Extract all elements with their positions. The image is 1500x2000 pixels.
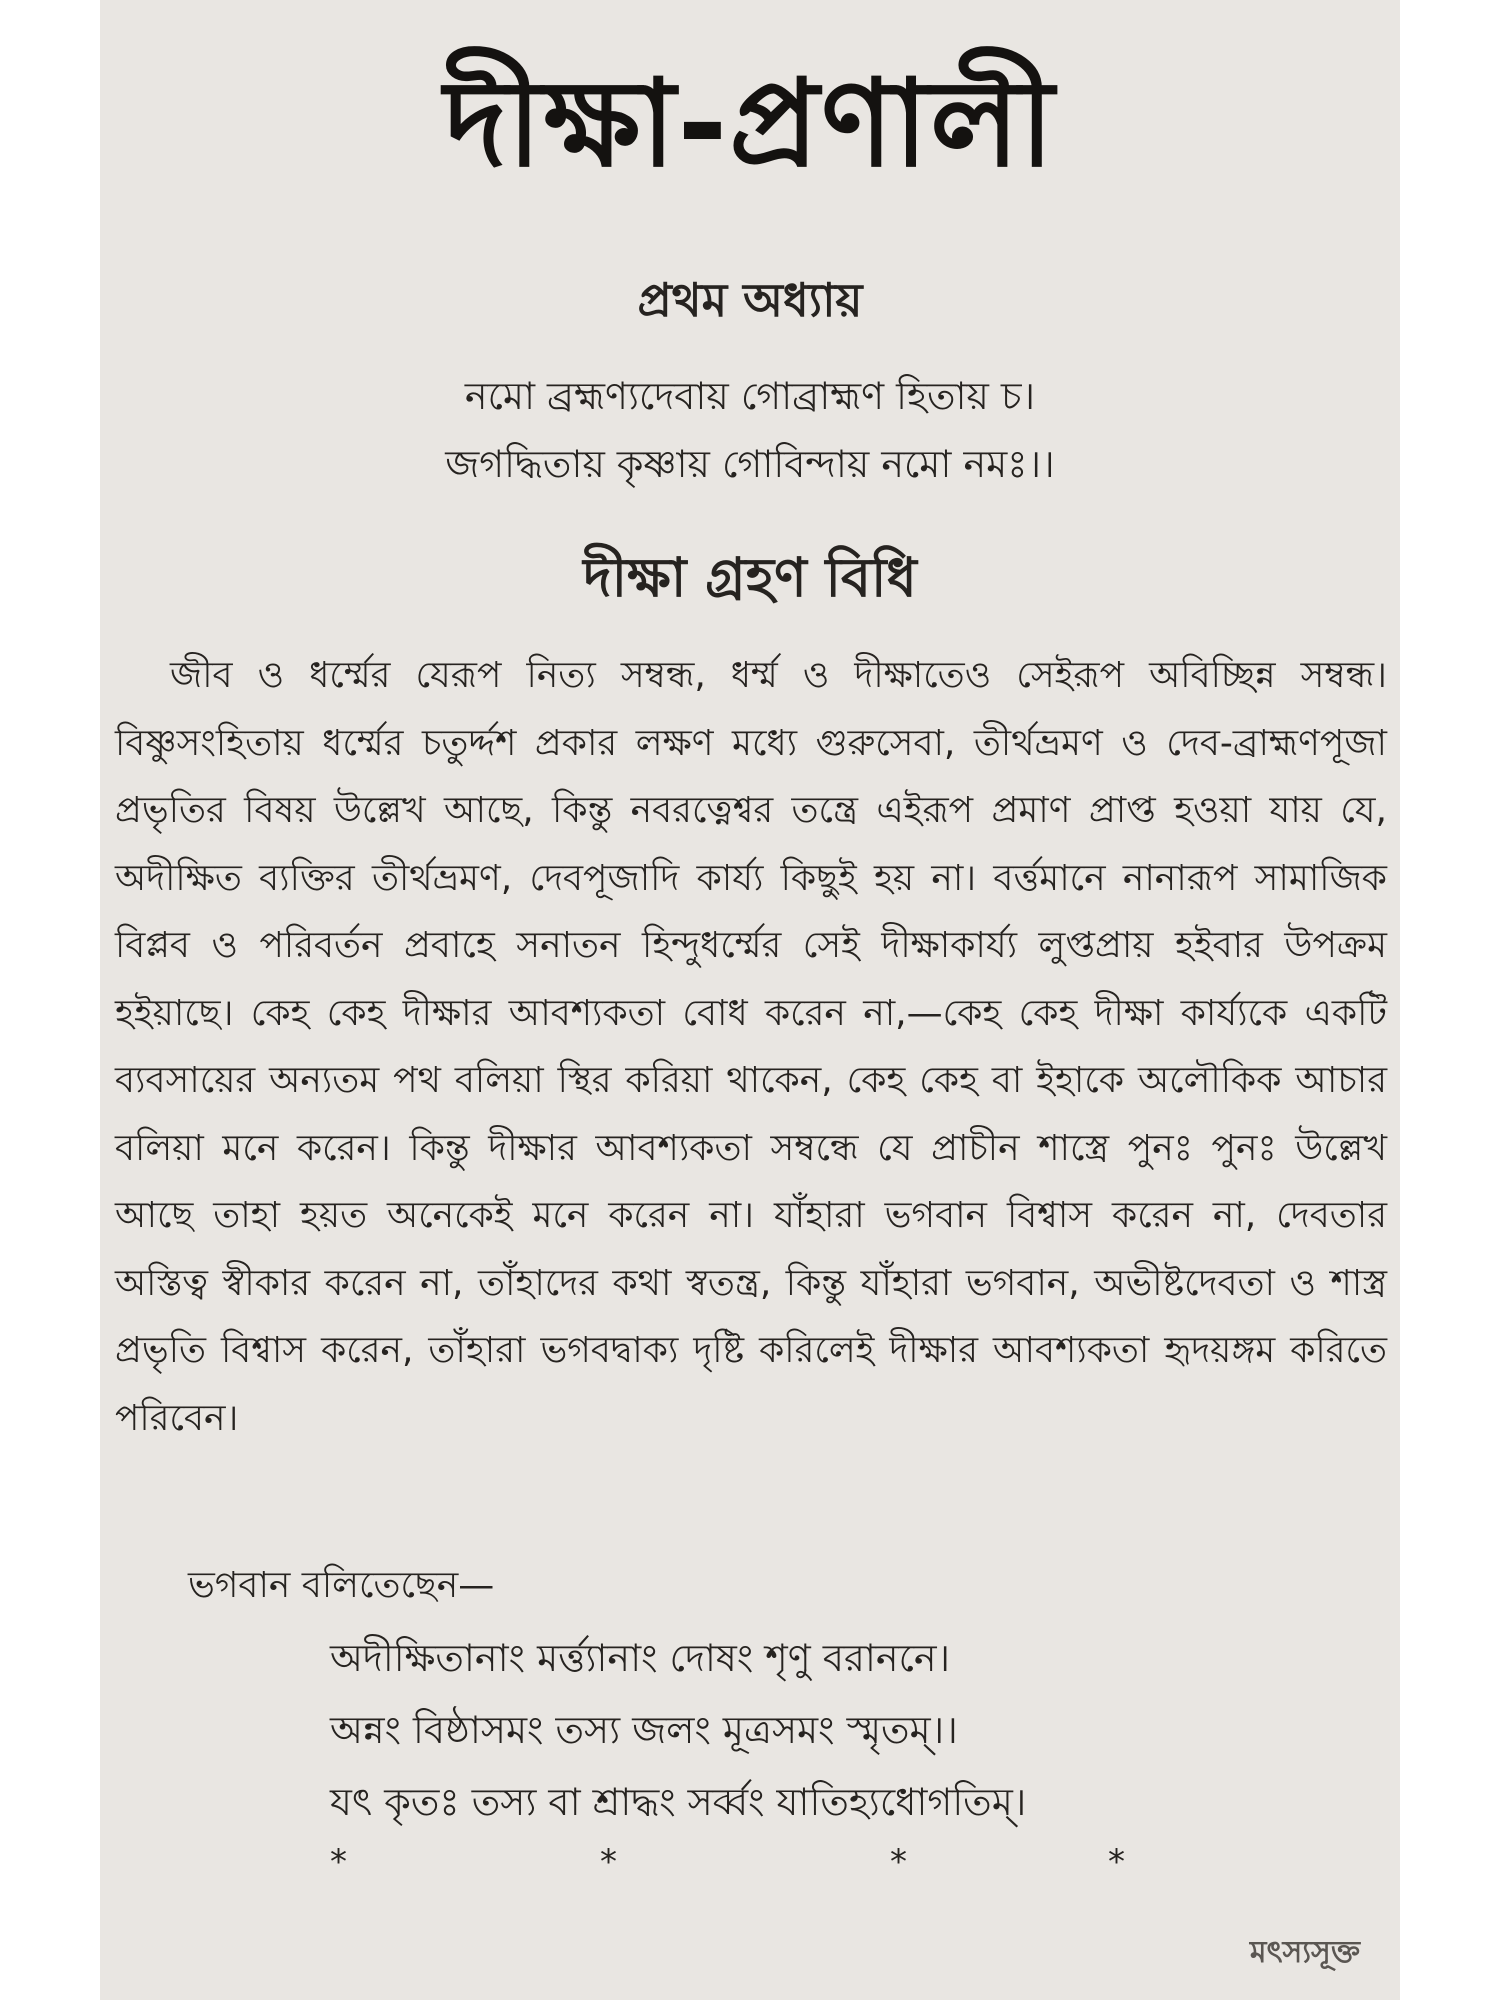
book-page [100, 0, 1400, 2000]
body-paragraph: জীব ও ধর্ম্মের যেরূপ নিত্য সম্বন্ধ, ধর্ম্ম ও দীক্ষাতেও সেইরূপ অবিচ্ছিন্ন সম্বন্ধ। বিষ্ণুসংহিতায় ধর্ম্মের চতুর্দ্দশ প্রকার লক্ষণ মধ্যে গুরুসেবা, তীর্থভ্রমণ ও দেব-ব্রাহ্মণপূজা প্রভৃতির বিষয় উল্লেখ আছে, কিন্তু নবরত্নেশ্বর তন্ত্রে এইরূপ প্রমাণ প্রাপ্ত হওয়া যায় যে, অদীক্ষিত ব্যক্তির তীর্থভ্রমণ, দেবপূজাদি কার্য্য কিছুই হয় না। বর্ত্তমানে নানারূপ সামাজিক বিপ্লব ও পরিবর্তন প্রবাহে সনাতন হিন্দুধর্ম্মের সেই দীক্ষাকার্য্য লুপ্তপ্রায় হইবার উপক্রম হইয়াছে। কেহ কেহ দীক্ষার আবশ্যকতা বোধ করেন না,—কেহ কেহ দীক্ষা কার্য্যকে একটি ব্যবসায়ের অন্যতম পথ বলিয়া স্থির করিয়া থাকেন, কেহ কেহ বা ইহাকে অলৌকিক আচার বলিয়া মনে করেন। কিন্তু দীক্ষার আবশ্যকতা সম্বন্ধে যে প্রাচীন শাস্ত্রে পুনঃ পুনঃ উল্লেখ আছে তাহা হয়ত অনেকেই মনে করেন না। যাঁহারা ভগবান বিশ্বাস করেন না, দেবতার অস্তিত্ব স্বীকার করেন না, তাঁহাদের কথা স্বতন্ত্র, কিন্তু যাঁহারা ভগবান, অভীষ্টদেবতা ও শাস্ত্র প্রভৃতি বিশ্বাস করেন, তাঁহারা ভগবদ্বাক্য দৃষ্টি করিলেই দীক্ষার আবশ্যকতা হৃদয়ঙ্গম করিতে পরিবেন। [115, 655, 1387, 1439]
page-title: দীক্ষা-প্রণালী [444, 55, 1056, 194]
verse-line-2: অন্নং বিষ্ঠাসমং তস্য জলং মূত্রসমং স্মৃতম্।। [330, 1708, 958, 1752]
verse-lead-in: ভগবান বলিতেছেন— [188, 1565, 495, 1606]
separator-star: * [600, 1842, 617, 1882]
section-heading: দীক্ষা গ্রহণ বিধি [583, 546, 917, 609]
invocation-line-1: নমো ব্রহ্মণ্যদেবায় গোব্রাহ্মণ হিতায় চ। [464, 374, 1036, 418]
verse-line-1: অদীক্ষিতানাং মর্ত্ত্যানাং দোষং শৃণু বরাননে। [330, 1636, 951, 1680]
separator-star: * [1108, 1842, 1125, 1882]
separator-star: * [890, 1842, 907, 1882]
section-separator [100, 1842, 1400, 1892]
chapter-heading: প্রথম অধ্যায় [637, 273, 863, 327]
separator-star: * [330, 1842, 347, 1882]
page-footer-catchword: মৎস্যসূক্ত [1249, 1935, 1360, 1970]
verse-line-3: যৎ কৃতঃ তস্য বা শ্রাদ্ধং সর্ব্বং যাতিহ্যধোগতিম্। [330, 1780, 1027, 1824]
invocation-line-2: জগদ্ধিতায় কৃষ্ণায় গোবিন্দায় নমো নমঃ।। [445, 442, 1055, 486]
